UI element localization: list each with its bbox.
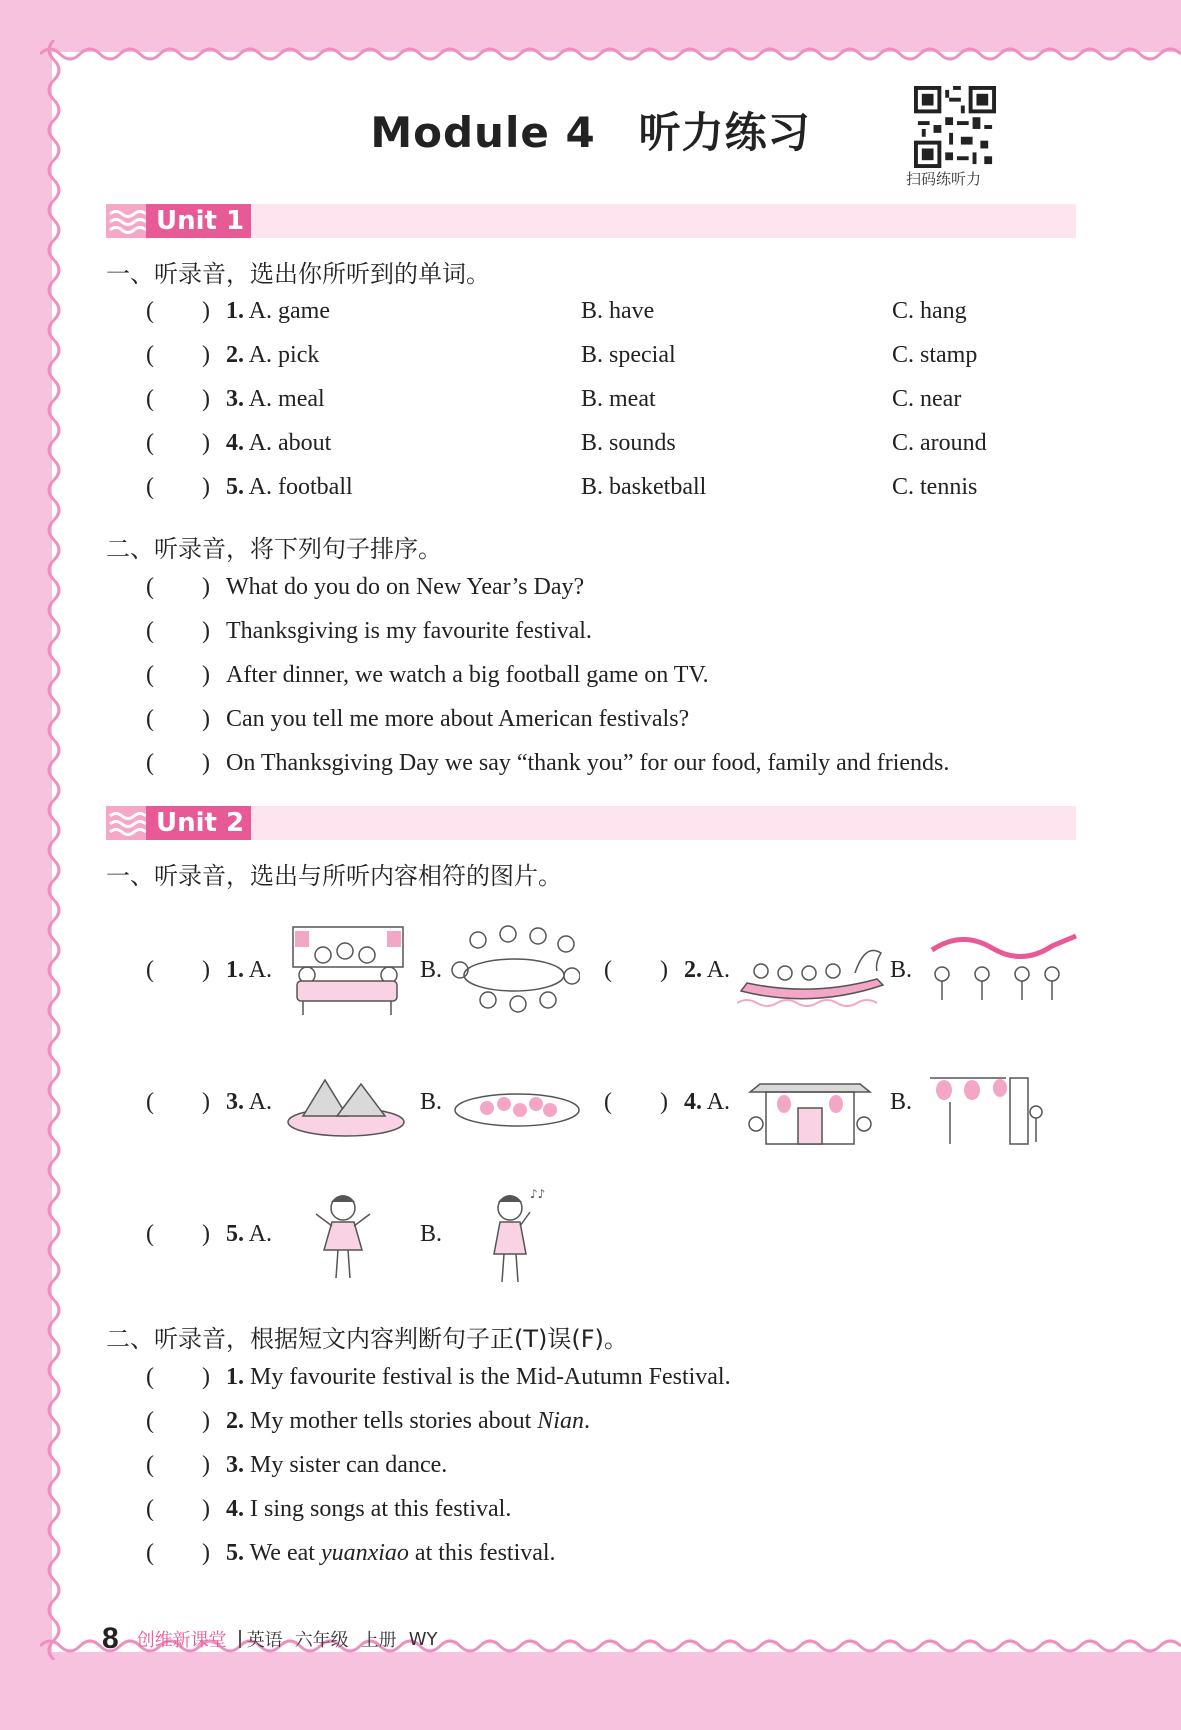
answer-blank[interactable]: ( ) [146, 957, 210, 983]
option-b-label [890, 957, 912, 984]
sentence: My sister can dance. [250, 1452, 448, 1478]
option-b: B. have [581, 298, 655, 324]
list-item [146, 1364, 731, 1391]
unit1-bar [106, 204, 1076, 238]
option-b: B. [420, 957, 443, 983]
footer-separator [239, 1630, 241, 1648]
option-b: B. meat [581, 386, 656, 412]
family-dinner-picture[interactable] [283, 925, 413, 1017]
sentence-end: at this festival. [408, 1540, 556, 1566]
option-b: B. [420, 1221, 443, 1247]
option-c: C. around [892, 430, 987, 456]
party-table-picture[interactable] [448, 920, 580, 1018]
answer-blank[interactable]: ( ) [146, 750, 210, 776]
answer-blank[interactable]: ( ) [146, 1364, 210, 1390]
list-item [146, 298, 967, 325]
option-a: A. [706, 1089, 731, 1115]
girl-singing-picture[interactable] [480, 1184, 550, 1288]
answer-blank[interactable]: ( ) [604, 1089, 668, 1115]
option-a: A. [706, 957, 731, 983]
list-item [146, 342, 978, 369]
option-a: A. football [248, 474, 353, 500]
unit2-tag [106, 806, 251, 840]
girl-dancing-picture[interactable] [310, 1188, 376, 1284]
answer-blank[interactable]: ( ) [146, 1540, 210, 1566]
option-b-label [890, 1089, 912, 1116]
footer-subject: 英语 [246, 1630, 283, 1651]
list-item [146, 1408, 590, 1435]
list-item [146, 957, 272, 984]
answer-blank[interactable]: ( ) [146, 618, 210, 644]
sentence: Can you tell me more about American festivals? [226, 706, 690, 732]
question-number: 5. [226, 1540, 244, 1566]
answer-blank[interactable]: ( ) [146, 1089, 210, 1115]
answer-blank[interactable]: ( ) [146, 662, 210, 688]
list-item [146, 474, 978, 501]
answer-blank[interactable]: ( ) [146, 474, 210, 500]
answer-blank[interactable]: ( ) [146, 1452, 210, 1478]
option-a: A. meal [248, 386, 325, 412]
option-b: B. [420, 1089, 443, 1115]
footer-edition: WY [408, 1628, 438, 1650]
sentence: After dinner, we watch a big football game on TV. [226, 662, 709, 688]
option-c: C. tennis [892, 474, 978, 500]
wavy-left-border [40, 40, 64, 1660]
answer-blank[interactable]: ( ) [146, 706, 210, 732]
question-number: 3. [226, 1452, 244, 1478]
option-b-label [420, 1089, 442, 1116]
list-item [146, 574, 584, 601]
question-number: 5. [226, 1221, 244, 1247]
sentence: On Thanksgiving Day we say “thank you” for our food, family and friends. [226, 750, 950, 776]
tangyuan-picture[interactable] [452, 1086, 582, 1130]
list-item [146, 662, 709, 689]
footer-grade: 六年级 [294, 1630, 349, 1651]
question-number: 4. [684, 1089, 702, 1115]
question-number: 1. [226, 957, 244, 983]
footer-volume: 上册 [360, 1630, 397, 1651]
dragon-boat-picture[interactable] [737, 925, 887, 1011]
unit1-label: Unit 1 [156, 206, 245, 236]
unit2-part1-heading: 一、听录音，选出与所听内容相符的图片。 [106, 862, 562, 890]
option-c: C. hang [892, 298, 967, 324]
option-a: A. [248, 1221, 273, 1247]
option-a: A. pick [248, 342, 320, 368]
lantern-gate-picture[interactable] [740, 1068, 880, 1148]
question-number: 1. [226, 1364, 244, 1390]
list-item [146, 1540, 556, 1567]
qr-code-icon[interactable] [914, 86, 996, 168]
answer-blank[interactable]: ( ) [146, 574, 210, 600]
unit1-part2-heading: 二、听录音，将下列句子排序。 [106, 535, 442, 563]
option-b: B. sounds [581, 430, 676, 456]
answer-blank[interactable]: ( ) [604, 957, 668, 983]
question-number: 2. [226, 1408, 244, 1434]
sentence-italic: Nian [537, 1408, 584, 1434]
question-number: 3. [226, 386, 244, 412]
question-number: 4. [226, 430, 244, 456]
option-a: A. game [248, 298, 330, 324]
sentence: My favourite festival is the Mid-Autumn Festival. [250, 1364, 731, 1390]
option-a: A. [248, 1089, 273, 1115]
list-item [604, 957, 730, 984]
sentence: My mother tells stories about [250, 1408, 538, 1434]
sentence: We eat [249, 1540, 321, 1566]
unit1-part1-heading: 一、听录音，选出你所听到的单词。 [106, 260, 490, 288]
question-number: 2. [684, 957, 702, 983]
brand-name: 创维新课堂 [136, 1630, 227, 1651]
question-number: 2. [226, 342, 244, 368]
answer-blank[interactable]: ( ) [146, 298, 210, 324]
waves-icon [106, 806, 146, 840]
list-item [146, 430, 987, 457]
list-item [146, 706, 689, 733]
list-item [146, 1089, 272, 1116]
unit2-part2-heading: 二、听录音，根据短文内容判断句子正(T)误(F)。 [106, 1325, 628, 1353]
sentence: Thanksgiving is my favourite festival. [226, 618, 592, 644]
unit2-label: Unit 2 [156, 808, 245, 838]
question-number: 5. [226, 474, 244, 500]
wavy-top-border [40, 40, 1181, 64]
list-item [146, 1496, 511, 1523]
answer-blank[interactable]: ( ) [146, 386, 210, 412]
page-footer [102, 1622, 437, 1656]
svg-text:♪♪: ♪♪ [530, 1187, 546, 1201]
list-item [146, 1452, 447, 1479]
sentence: I sing songs at this festival. [250, 1496, 512, 1522]
unit1-tag [106, 204, 251, 238]
question-number: 3. [226, 1089, 244, 1115]
answer-blank[interactable]: ( ) [146, 430, 210, 456]
option-b: B. [890, 1089, 913, 1115]
option-c: C. stamp [892, 342, 978, 368]
page-title: Module 4 听力练习 [370, 108, 811, 157]
sentence-italic: yuanxiao [320, 1540, 409, 1566]
option-b-label [420, 1221, 442, 1248]
unit2-bar [106, 806, 1076, 840]
option-c: C. near [892, 386, 962, 412]
option-a: A. [248, 957, 273, 983]
page-number: 8 [102, 1622, 119, 1655]
dragon-dance-picture[interactable] [922, 930, 1080, 1010]
sentence-end: . [583, 1408, 590, 1434]
question-number: 1. [226, 298, 244, 324]
qr-caption: 扫码练听力 [906, 170, 982, 188]
option-a: A. about [248, 430, 332, 456]
list-item [146, 386, 962, 413]
option-b-label [420, 957, 442, 984]
waves-icon [106, 204, 146, 238]
answer-blank[interactable]: ( ) [146, 342, 210, 368]
zongzi-picture[interactable] [285, 1072, 407, 1138]
sentence: What do you do on New Year’s Day? [226, 574, 585, 600]
answer-blank[interactable]: ( ) [146, 1496, 210, 1522]
option-b: B. basketball [581, 474, 707, 500]
lantern-door-picture[interactable] [926, 1068, 1052, 1148]
answer-blank[interactable]: ( ) [146, 1408, 210, 1434]
answer-blank[interactable]: ( ) [146, 1221, 210, 1247]
list-item [146, 750, 949, 777]
question-number: 4. [226, 1496, 244, 1522]
list-item [146, 1221, 272, 1248]
option-b: B. special [581, 342, 676, 368]
option-b: B. [890, 957, 913, 983]
list-item [604, 1089, 730, 1116]
list-item [146, 618, 592, 645]
